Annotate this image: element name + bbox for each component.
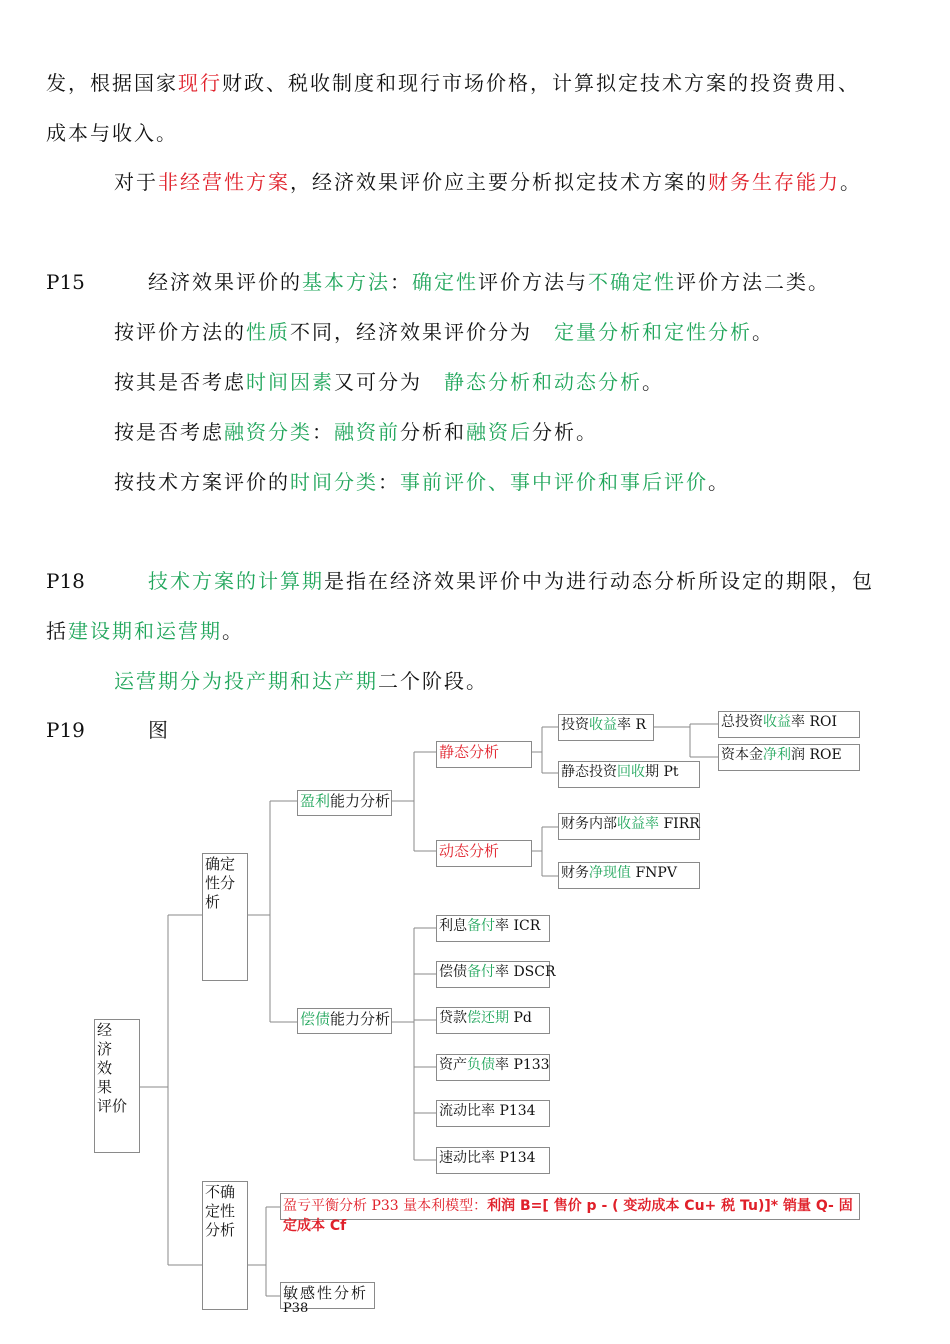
page-ref-p18: P18 [46, 569, 85, 593]
node-static-payback-period: 静态投资回收期 Pt [558, 761, 700, 788]
node-icr: 利息备付率 ICR [436, 915, 550, 942]
node-static-analysis: 静态分析 [436, 741, 532, 768]
text-line-3: 对于非经营性方案，经济效果评价应主要分析拟定技术方案的财务生存能力。 [114, 170, 862, 194]
text-by-time-class: 按技术方案评价的时间分类：事前评价、事中评价和事后评价。 [114, 470, 730, 494]
text-line-1: 发，根据国家现行财政、税收制度和现行市场价格，计算拟定技术方案的投资费用、 [46, 71, 860, 95]
page-ref-p19: P19 [46, 718, 85, 742]
node-roe: 资本金净利润 ROE [718, 744, 860, 771]
node-firr: 财务内部收益率 FIRR [558, 813, 700, 840]
text-operating-stages: 运营期分为投产期和达产期二个阶段。 [114, 669, 488, 693]
text-basic-methods: 经济效果评价的基本方法：确定性评价方法与不确定性评价方法二类。 [148, 270, 830, 294]
node-dynamic-analysis: 动态分析 [436, 840, 532, 867]
text-by-financing: 按是否考虑融资分类：融资前分析和融资后分析。 [114, 420, 598, 444]
node-loan-repayment-period: 贷款偿还期 Pd [436, 1007, 550, 1034]
node-solvency-analysis: 偿债能力分析 [297, 1008, 392, 1034]
text-by-time-factor: 按其是否考虑时间因素又可分为 静态分析和动态分析。 [114, 370, 664, 394]
node-fnpv: 财务净现值 FNPV [558, 862, 700, 889]
node-breakeven-analysis: 盈亏平衡分析 P33 量本利模型：利润 B=[ 售价 p - ( 变动成本 Cu+ 税 Tu)]* 销量 Q- 固定成本 Cf [280, 1193, 860, 1220]
text-calc-period: 技术方案的计算期是指在经济效果评价中为进行动态分析所设定的期限，包 [148, 569, 874, 593]
node-debt-asset-ratio: 资产负债率 P133 [436, 1054, 550, 1081]
node-current-ratio: 流动比率 P134 [436, 1100, 550, 1127]
node-dscr: 偿债备付率 DSCR [436, 961, 550, 988]
node-sensitivity-analysis: 敏感性分析 P38 [280, 1282, 375, 1309]
text-line-2: 成本与收入。 [46, 121, 178, 145]
page-ref-p15: P15 [46, 270, 85, 294]
node-roi: 总投资收益率 ROI [718, 711, 860, 738]
node-certainty-analysis: 确定 性分 析 [202, 853, 248, 981]
text-by-nature: 按评价方法的性质不同，经济效果评价分为 定量分析和定性分析。 [114, 320, 774, 344]
node-profitability-analysis: 盈利能力分析 [297, 790, 392, 816]
figure-label: 图 [148, 718, 168, 742]
node-uncertainty-analysis: 不确 定性 分析 [202, 1181, 248, 1310]
text-build-operate: 括建设期和运营期。 [46, 619, 244, 643]
node-quick-ratio: 速动比率 P134 [436, 1147, 550, 1174]
node-investment-return-rate: 投资收益率 R [558, 714, 654, 741]
node-economic-evaluation: 经 济 效 果 评价 [94, 1019, 140, 1153]
